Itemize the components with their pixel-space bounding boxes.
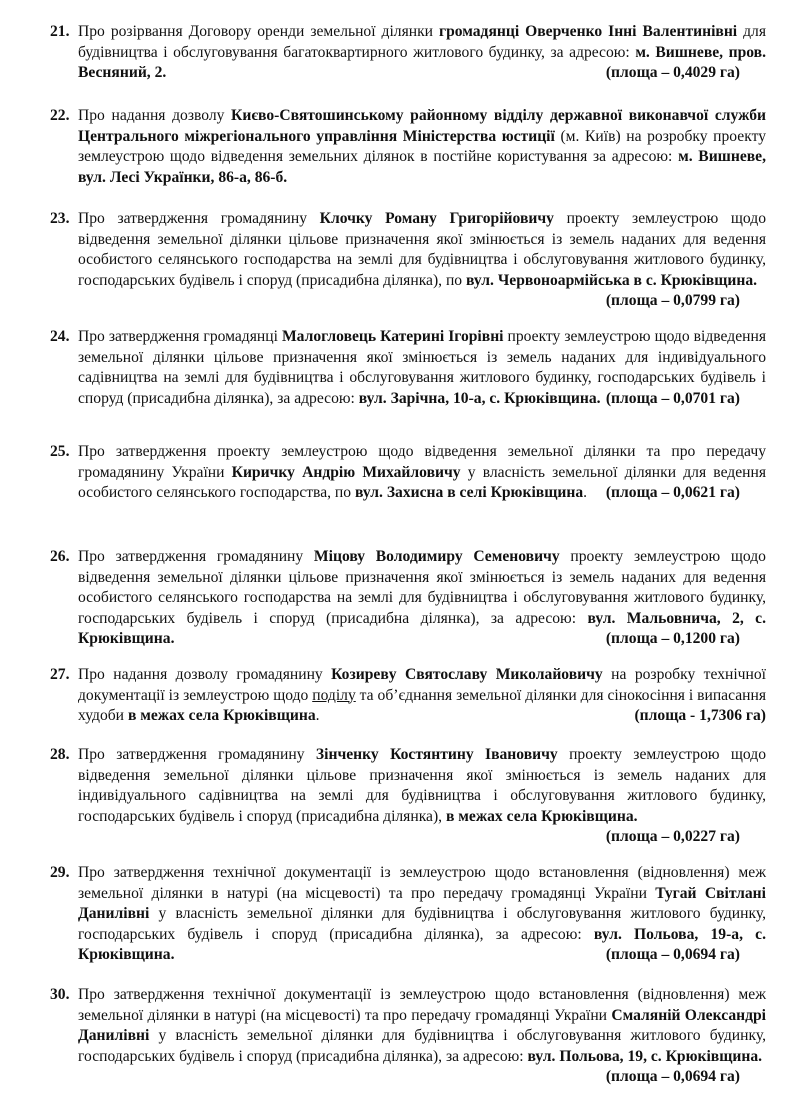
item-text: Про розірвання Договору оренди земельної ділянки громадянці Оверченко Інні Валентинівні для будівництва і обслуговування багатоквартирного житлового будинку, за адресою: м. Вишневе, пров. Весняний, 2. (площа – 0,4029 га) [78, 22, 766, 84]
plot-area: (площа – 0,0694 га) [605, 1068, 740, 1085]
item-text: Про затвердження громадянину Міцову Володимиру Семеновичу проекту землеустрою щодо відведення земельної ділянки цільове призначення якої змінюється із земель наданих для ведення особистого селянського господарства на землі для будівництва і обслуговування житлового будинку, господарських будівель і споруд (присадибна ділянка), за адресою: вул. Мальовнича, 2, с. Крюківщина. (площа – 0,1200 га) [78, 547, 766, 650]
person-name: Клочку Роману Григорійовичу [319, 210, 554, 227]
item-number: 28. [50, 746, 70, 763]
address: м. Вишневе, вул. Лесі Українки, 86-а, 86-б. [78, 148, 766, 186]
person-name: Смаляній Олександрі Данилівні [78, 1006, 766, 1044]
plot-area: (площа – 0,0227 га) [605, 828, 740, 845]
address: вул. Польова, 19-а, с. Крюківщина. [78, 925, 766, 963]
address: вул. Захисна в селі Крюківщина [354, 484, 584, 501]
person-name: Тугай Світлані Данилівні [78, 884, 766, 922]
person-name: Киричку Андрію Михайловичу [231, 463, 461, 481]
list-item-30 [50, 985, 766, 1088]
item-text: Про надання дозволу громадянину Козиревy Святославу Миколайовичу на розробку технічної документації із землеустрою щодо поділу та об’єднання земельної ділянки для сінокосіння і випасання худоби в межах села Крюківщина. (площа - 1,7306 га) [78, 665, 766, 727]
item-number: 25. [50, 443, 70, 460]
address: вул. Червоноармійська в с. Крюківщина. [466, 271, 758, 289]
plot-area: (площа – 0,0701 га) [605, 389, 740, 407]
item-number: 30. [50, 986, 70, 1003]
underlined-word: поділу [312, 686, 356, 704]
address: в межах села Крюківщина. [445, 807, 638, 825]
address: в межах села Крюківщина [127, 707, 316, 724]
item-text: Про затвердження проекту землеустрою щодо відведення земельної ділянки та про передачу громадянину України Киричку Андрію Михайловичу у власність земельної ділянки для ведення особистого селянського господарства, по вул. Захисна в селі Крюківщина. (площа – 0,0621 га) [78, 442, 766, 504]
item-number: 24. [50, 328, 70, 345]
list-item-22 [50, 106, 766, 188]
item-number: 22. [50, 107, 70, 124]
item-number: 21. [50, 23, 70, 40]
list-item-28 [50, 745, 766, 848]
list-item-26 [50, 547, 766, 650]
item-text: Про затвердження громадянці Малогловець Катерині Ігорівні проекту землеустрою щодо відведення земельної ділянки цільове призначення якої змінюється із земель наданих для індивідуального садівництва на землі для будівництва і обслуговування житлового будинку, господарських будівель і споруд (присадибна ділянка), за адресою: вул. Зарічна, 10-а, с. Крюківщина. (площа – 0,0701 га) [78, 327, 766, 409]
person-name: Малогловець Катерині Ігорівні [281, 328, 504, 345]
item-text: Про затвердження громадянину Зінченку Костянтину Івановичу проекту землеустрою щодо відведення земельної ділянки цільове призначення якої змінюється із земель наданих для індивідуального садівництва на землі для будівництва і обслуговування житлового будинку, господарських будівель і споруд (присадибна ділянка), в межах села Крюківщина. (площа – 0,0227 га) [78, 745, 766, 848]
address: вул. Польова, 19, с. Крюківщина. [527, 1047, 763, 1065]
item-text: Про затвердження громадянину Клочку Роману Григорійовичу проекту землеустрою щодо відведення земельної ділянки цільове призначення якої змінюється із земель наданих для ведення особистого селянського господарства на землі для будівництва і обслуговування житлового будинку, господарських будівель і споруд (присадибна ділянка), по вул. Червоноармійська в с. Крюківщина. (площа – 0,0799 га) [78, 209, 766, 312]
plot-area: (площа – 0,0799 га) [605, 292, 740, 309]
item-number: 27. [50, 666, 70, 683]
plot-area: (площа – 0,0694 га) [605, 946, 740, 963]
list-item-21 [50, 22, 766, 84]
plot-area: (площа - 1,7306 га) [634, 707, 766, 724]
item-text: Про затвердження технічної документації із землеустрою щодо встановлення (відновлення) меж земельної ділянки в натурі (на місцевості) та про передачу громадянці України Тугай Світлані Данилівні у власність земельної ділянки для будівництва і обслуговування житлового будинку, господарських будівель і споруд (присадибна ділянка), за адресою: вул. Польова, 19-а, с. Крюківщина. (площа – 0,0694 га) [78, 863, 766, 966]
address: вул. Зарічна, 10-а, с. Крюківщина. [358, 389, 601, 407]
person-name: Міцову Володимиру Семеновичу [313, 548, 560, 565]
plot-area: (площа – 0,1200 га) [605, 630, 740, 647]
address: м. Вишневе, пров. Весняний, 2. [78, 43, 766, 81]
plot-area: (площа – 0,0621 га) [605, 484, 740, 501]
item-number: 26. [50, 548, 70, 565]
list-item-25 [50, 442, 766, 504]
person-name: Козиревy Святославу Миколайовичу [331, 666, 603, 683]
item-number: 23. [50, 210, 70, 227]
list-item-27 [50, 665, 766, 727]
list-item-29 [50, 863, 766, 966]
item-text: Про затвердження технічної документації із землеустрою щодо встановлення (відновлення) меж земельної ділянки в натурі (на місцевості) та про передачу громадянці України Смаляній Олександрі Данилівні у власність земельної ділянки для будівництва і обслуговування житлового будинку, господарських будівель і споруд (присадибна ділянка), за адресою: вул. Польова, 19, с. Крюківщина. (площа – 0,0694 га) [78, 985, 766, 1088]
item-number: 29. [50, 864, 70, 881]
person-name: громадянці Оверченко Інні Валентинівні [438, 23, 738, 40]
plot-area: (площа – 0,4029 га) [605, 64, 740, 81]
person-name: Зінченку Костянтину Івановичу [315, 746, 558, 763]
list-item-24 [50, 327, 766, 409]
organization-name: Києво-Святошинському районному відділу державної виконавчої служби Центрального міжрегіонального управління Міністерства юстиції [78, 107, 766, 145]
list-item-23 [50, 209, 766, 312]
address: вул. Мальовнича, 2, с. Крюківщина. [78, 609, 767, 647]
item-text: Про надання дозволу Києво-Святошинському районному відділу державної виконавчої служби Центрального міжрегіонального управління Міністерства юстиції (м. Київ) на розробку проекту землеустрою щодо відведення земельних ділянок в постійне користування за адресою: м. Вишневе, вул. Лесі Українки, 86-а, 86-б. [78, 107, 766, 186]
